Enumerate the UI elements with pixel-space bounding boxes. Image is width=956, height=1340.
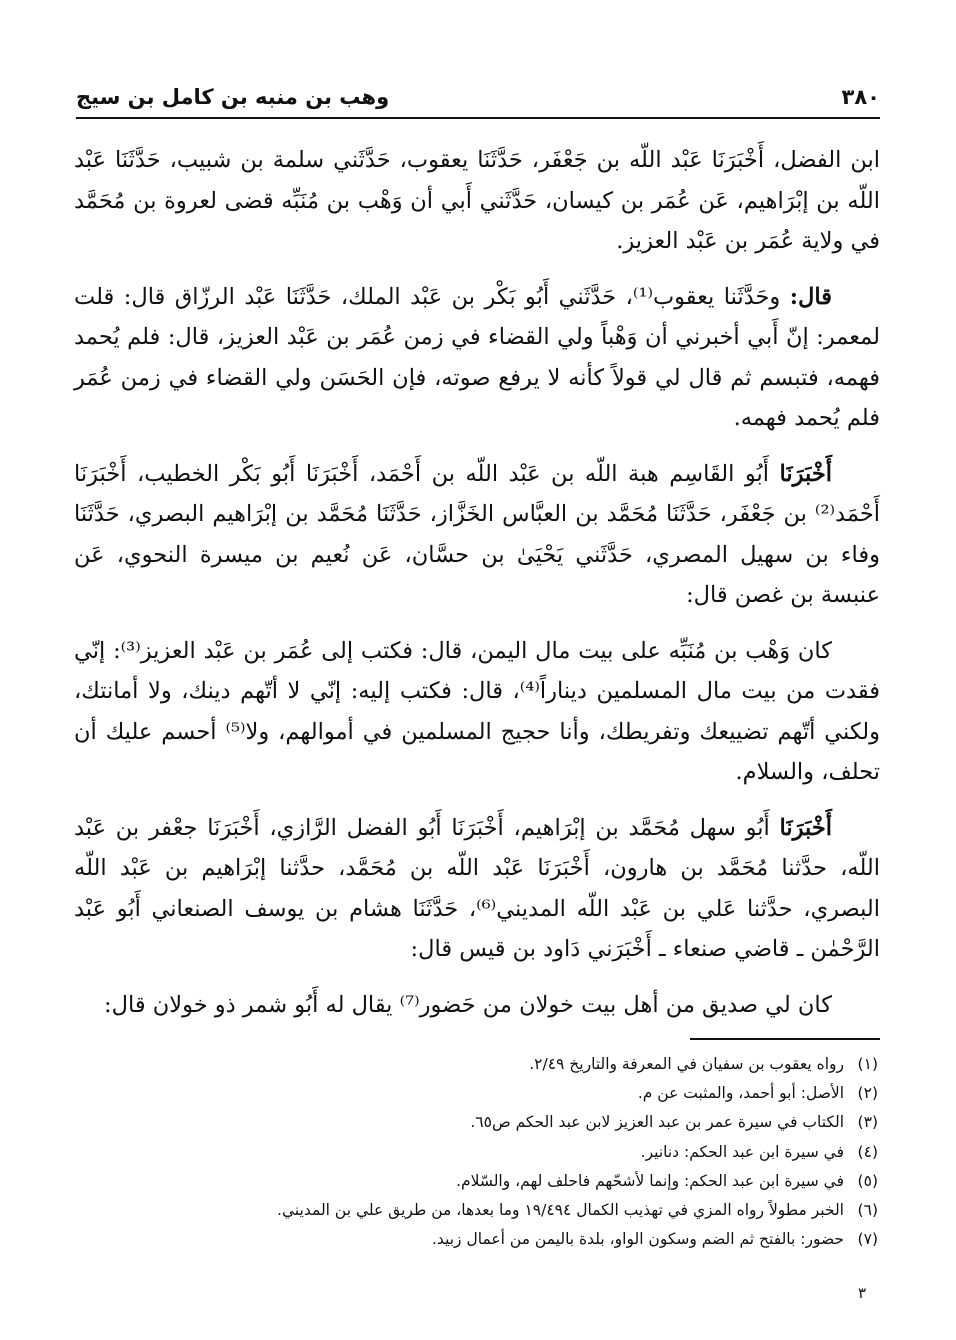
footnote bbox=[88, 1050, 878, 1079]
footnote-number: (٣) bbox=[857, 1113, 878, 1132]
footnote bbox=[88, 1167, 878, 1196]
footnote-text: الأصل: أبو أحمد، والمثبت عن م. bbox=[637, 1084, 844, 1103]
footnote bbox=[88, 1225, 878, 1254]
footnote-number: (٤) bbox=[857, 1142, 878, 1161]
footnote-number: (٦) bbox=[857, 1201, 878, 1220]
page-number: ٣٨٠ bbox=[841, 85, 880, 109]
footnote-number: (٧) bbox=[857, 1230, 878, 1249]
footnote-text: حضور: بالفتح ثم الضم وسكون الواو، بلدة باليمن من أعمال زبيد. bbox=[432, 1230, 844, 1249]
paragraph-lead: قال: bbox=[789, 283, 832, 310]
footnote-text: رواه يعقوب بن سفيان في المعرفة والتاريخ ٢/٤٩. bbox=[529, 1055, 844, 1073]
footnote bbox=[88, 1079, 878, 1108]
paragraph-lead: أَخْبَرَنَا bbox=[779, 460, 832, 487]
footnote-text: في سيرة ابن عبد الحكم: وإنما لأشحّهم فاحلف لهم، والسّلام. bbox=[456, 1171, 844, 1190]
footnote bbox=[88, 1108, 878, 1137]
paragraph: كان وَهْب بن مُنَبِّه على بيت مال اليمن، قال: فكتب إلى عُمَر بن عَبْد العزيز⁽³⁾: إنّي فقدت من بيت مال المسلمين ديناراً⁽⁴⁾، قال: فكتب إليه: إنّي لا أتّهم دينك، ولا أمانتك، ولكني أتّهم تضييعك وتفريطك، وأنا حجيج المسلمين في أموالهم، ولا⁽⁵⁾ أحسم عليك أن تحلف، والسلام. bbox=[74, 637, 881, 785]
running-title: وهب بن منبه بن كامل بن سيج bbox=[76, 85, 390, 109]
paragraph: قال: وحَدَّثَنا يعقوب⁽¹⁾، حَدَّثَني أَبُو بَكْر بن عَبْد الملك، حَدَّثَنَا عَبْد الرزّاق قال: قلت لمعمر: إنّ أَبي أخبرني أن وَهْباً ولي القضاء في زمن عُمَر بن عَبْد العزيز، قال: فلم يُحمد فهمه، فتبسم ثم قال لي قولاً كأنه لا يرفع صوته، فإن الحَسَن ولي القضاء في زمن عُمَر فلم يُحمد فهمه. bbox=[74, 283, 880, 431]
footnote bbox=[88, 1196, 878, 1225]
paragraph: أَخْبَرَنَا أَبُو سهل مُحَمَّد بن إبْرَاهيم، أَخْبَرَنَا أَبُو الفضل الرَّازي، أَخْبَرَنَا جعْفر بن عَبْد اللّه، حدَّثنا مُحَمَّد بن هارون، أَخْبَرَنَا عَبْد اللّه بن مُحَمَّد، حدَّثنا إبْرَاهيم بن عَبْد اللّه البصري، حدَّثنا عَلي بن عَبْد اللّه المديني⁽⁶⁾، حَدَّثَنَا هشام بن يوسف الصنعاني أَبُو عَبْد الرَّحْمٰن ـ قاضي صنعاء ـ أَخْبَرَني دَاود بن قيس قال: bbox=[74, 814, 881, 962]
paragraph: ابن الفضل، أَخْبَرَنَا عَبْد اللّه بن جَعْفَر، حَدَّثَنَا يعقوب، حَدَّثَني سلمة بن شبيب، حَدَّثَنَا عَبْد اللّه بن إبْرَاهيم، عَن عُمَر بن كيسان، حَدَّثَني أَبي أن وَهْب بن مُنَبِّه قضى لعروة بن مُحَمَّد في ولاية عُمَر بن عَبْد العزيز. bbox=[74, 147, 880, 254]
footnote-rule bbox=[690, 1038, 880, 1040]
paragraph: كان لي صديق من أهل بيت خولان من حَضور⁽⁷⁾ يقال له أَبُو شمر ذو خولان قال: bbox=[104, 991, 832, 1018]
paragraph: أَخْبَرَنَا أَبُو القَاسِم هبة اللّه بن عَبْد اللّه بن أَحْمَد، أَخْبَرَنَا أَبُو بَكْر الخطيب، أَخْبَرَنَا أَحْمَد⁽²⁾ بن جَعْفَر، حَدَّثَنَا مُحَمَّد بن العبَّاس الخَزَّاز، حَدَّثَنَا مُحَمَّد بن إبْرَاهيم البصري، حَدَّثَنَا وفاء بن سهيل المصري، حَدَّثَني يَحْيَىٰ بن حسَّان، عَن نُعيم بن ميسرة النحوي، عَن عنبسة بن غصن قال: bbox=[74, 460, 880, 608]
paragraph-lead: أَخْبَرَنَا bbox=[779, 814, 832, 841]
footnote-text: في سيرة ابن عبد الحكم: دنانير. bbox=[640, 1142, 844, 1161]
footnote-number: (٥) bbox=[857, 1171, 878, 1190]
footnote-number: (٢) bbox=[857, 1084, 878, 1103]
footnote-number: (١) bbox=[857, 1055, 878, 1073]
footnote bbox=[88, 1138, 878, 1167]
header-rule bbox=[76, 117, 880, 119]
footnote-text: الخبر مطولاً رواه المزي في تهذيب الكمال ١٩/٤٩٤ وما بعدها، من طريق علي بن المديني. bbox=[277, 1201, 844, 1220]
main-text bbox=[74, 140, 880, 1040]
running-header bbox=[76, 78, 880, 116]
page-mark: ٣ bbox=[858, 1284, 867, 1302]
footnotes bbox=[88, 1050, 878, 1254]
footnote-text: الكتاب في سيرة عمر بن عبد العزيز لابن عبد الحكم ص٦٥. bbox=[470, 1113, 844, 1132]
